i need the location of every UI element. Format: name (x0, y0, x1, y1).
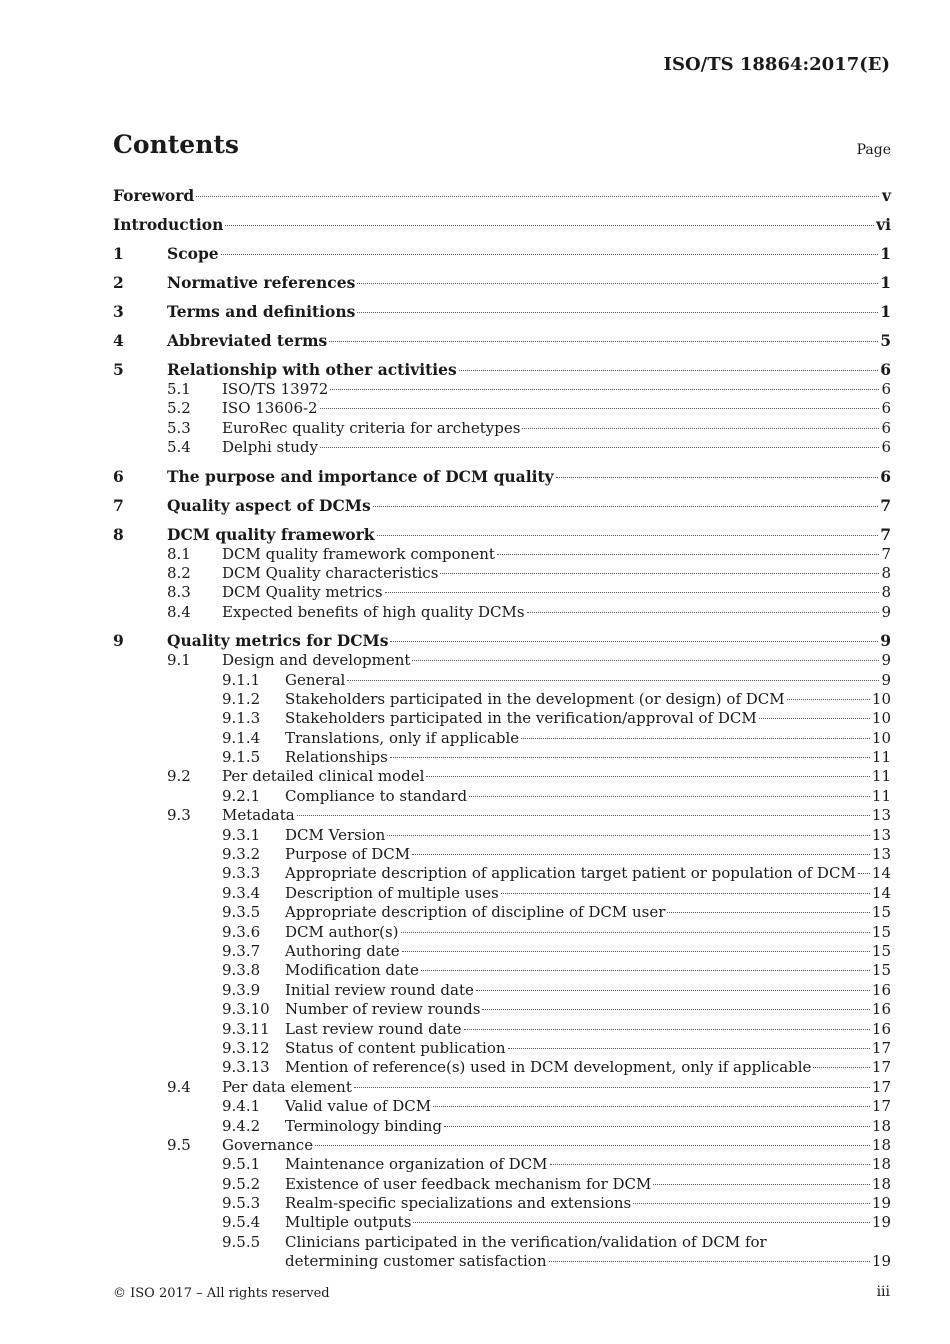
toc-entry[interactable] (113, 845, 891, 864)
toc-entry[interactable] (113, 186, 891, 206)
toc-leader-dots (413, 1222, 870, 1223)
toc-leader-dots (653, 1184, 870, 1185)
toc-leader-dots (412, 660, 879, 661)
toc-entry-title: Maintenance organization of DCM (285, 1155, 548, 1174)
document-id: ISO/TS 18864:2017(E) (663, 54, 890, 75)
toc-entry-title: Appropriate description of application target patient or population of DCM (285, 864, 856, 883)
toc-entry-number: 9.1.3 (222, 709, 261, 728)
toc-entry-page: 14 (871, 864, 891, 883)
toc-entry-number: 9.3.11 (222, 1019, 270, 1038)
toc-entry[interactable] (113, 1175, 891, 1194)
toc-leader-dots (347, 680, 879, 681)
toc-leader-dots (433, 1106, 870, 1107)
toc-entry-title: Modification date (285, 961, 419, 980)
toc-entry[interactable] (113, 884, 891, 903)
toc-entry-title: Valid value of DCM (285, 1097, 432, 1116)
toc-leader-dots (373, 506, 879, 507)
toc-entry-number: 3 (113, 302, 124, 321)
toc-title-row (113, 130, 891, 164)
toc-entry-title: Authoring date (285, 941, 400, 960)
toc-entry-number: 5.1 (167, 380, 191, 398)
toc-entry[interactable] (113, 1117, 891, 1136)
toc-entry[interactable] (113, 671, 891, 690)
toc-entry-page: 8 (881, 583, 891, 602)
toc-entry-number: 9.3.7 (222, 941, 261, 960)
toc-entry[interactable] (113, 981, 891, 1000)
toc-entry[interactable] (113, 419, 891, 438)
toc-entry-page: v (881, 186, 891, 205)
toc-leader-dots (497, 554, 879, 555)
toc-entry-number: 9.4 (167, 1077, 191, 1096)
toc-entry[interactable] (113, 942, 891, 961)
toc-entry-number: 9.2.1 (222, 786, 261, 805)
toc-entry[interactable] (113, 467, 891, 487)
toc-entry-page: 11 (871, 767, 891, 786)
toc-leader-dots (633, 1203, 870, 1204)
toc-entry-page: 11 (871, 786, 891, 805)
toc-entry-title: Clinicians participated in the verification/validation of DCM for (285, 1232, 767, 1251)
toc-leader-dots (390, 757, 870, 758)
toc-leader-dots (521, 738, 870, 739)
toc-leader-dots (401, 932, 870, 933)
toc-entry-page: 18 (871, 1174, 891, 1193)
toc-entry[interactable] (113, 360, 891, 380)
toc-leader-dots (354, 1087, 870, 1088)
toc-entry-title: General (285, 670, 346, 689)
toc-entry-number: 9.1.4 (222, 728, 261, 747)
toc-entry-page: 14 (871, 883, 891, 902)
toc-entry-page: 15 (871, 941, 891, 960)
toc-entry-number: 9.3.6 (222, 922, 261, 941)
toc-leader-dots (297, 815, 870, 816)
toc-entry[interactable] (113, 1194, 891, 1213)
toc-entry[interactable] (113, 787, 891, 806)
toc-leader-dots (858, 873, 870, 874)
toc-leader-dots (426, 776, 869, 777)
toc-entry[interactable] (113, 729, 891, 748)
toc-entry-title: Mention of reference(s) used in DCM development, only if applicable (285, 1058, 812, 1077)
toc-entry[interactable] (113, 806, 891, 825)
toc-entry-number: 9.5 (167, 1135, 191, 1154)
toc-entry-page: 1 (880, 302, 891, 321)
toc-leader-dots (476, 990, 870, 991)
toc-entry-title: Translations, only if applicable (285, 728, 520, 747)
toc-leader-dots (412, 854, 870, 855)
toc-leader-dots (402, 951, 870, 952)
toc-entry-page: 17 (871, 1058, 891, 1077)
toc-leader-dots (787, 699, 870, 700)
toc-leader-dots (421, 970, 870, 971)
toc-entry-title: Quality aspect of DCMs (167, 495, 371, 515)
toc-entry-number: 9.3.9 (222, 980, 261, 999)
toc-entry-title: Number of review rounds (285, 1000, 481, 1019)
toc-entry-page: 6 (880, 466, 891, 486)
toc-entry-title: Quality metrics for DCMs (167, 631, 389, 651)
toc-entry-title: Status of content publication (285, 1038, 506, 1057)
toc-entry-title: Realm-specific specializations and extensions (285, 1194, 632, 1213)
toc-entry-number: 9.3 (167, 806, 191, 825)
toc-entry-title: DCM author(s) (285, 922, 399, 941)
toc-entry-title: DCM Quality characteristics (222, 563, 439, 582)
page-number: iii (876, 1284, 890, 1300)
toc-entry-number: 8 (113, 524, 124, 544)
toc-entry-page: 6 (881, 380, 891, 398)
toc-entry-title: Normative references (167, 273, 356, 292)
toc-entry-page: 16 (871, 1019, 891, 1038)
toc-entry-page: 6 (881, 418, 891, 437)
toc-entry-number: 9.1.1 (222, 670, 261, 689)
toc-entry-page: 16 (871, 1000, 891, 1019)
toc-leader-dots (522, 428, 879, 429)
toc-entry[interactable] (113, 496, 891, 516)
toc-entry-page: 10 (871, 689, 891, 708)
toc-entry[interactable] (113, 525, 891, 545)
toc-entry-number: 9 (113, 631, 124, 651)
toc-entry[interactable] (113, 1155, 891, 1174)
toc-entry-title: ISO 13606-2 (222, 399, 318, 418)
toc-entry-page: 15 (871, 903, 891, 922)
toc-entry-number: 4 (113, 331, 124, 350)
toc-entry[interactable] (113, 1020, 891, 1039)
toc-entry[interactable] (113, 273, 891, 293)
toc-leader-dots (357, 283, 878, 284)
toc-entry-title: Terms and definitions (167, 302, 356, 321)
toc-leader-dots (315, 1145, 870, 1146)
toc-leader-dots (440, 573, 879, 574)
toc-entry-number: 9.1 (167, 651, 191, 670)
toc-entry-page: 13 (871, 825, 891, 844)
toc-leader-dots (667, 912, 870, 913)
toc-leader-dots (550, 1164, 870, 1165)
toc-entry-page: 13 (871, 806, 891, 825)
toc-leader-dots (377, 535, 879, 536)
toc-entry-page: 15 (871, 961, 891, 980)
toc-leader-dots (508, 1048, 870, 1049)
toc-entry-number: 9.5.1 (222, 1155, 261, 1174)
toc-entry[interactable] (113, 1039, 891, 1058)
toc-entry[interactable] (113, 961, 891, 980)
toc-entry-number: 2 (113, 273, 124, 292)
toc-entry-number: 9.3.12 (222, 1038, 270, 1057)
toc-entry-page: 7 (880, 524, 891, 544)
toc-entry[interactable] (113, 244, 891, 264)
toc-entry-title: DCM quality framework (167, 524, 375, 544)
toc-leader-dots (320, 408, 879, 409)
table-of-contents (113, 186, 891, 1272)
toc-entry[interactable] (113, 709, 891, 728)
toc-entry-number: 9.5.4 (222, 1213, 261, 1232)
page-column-label: Page (856, 142, 891, 158)
toc-leader-dots (464, 1029, 870, 1030)
toc-leader-dots (387, 835, 870, 836)
toc-entry-title: Per data element (222, 1077, 352, 1096)
toc-entry[interactable] (113, 564, 891, 583)
toc-entry-page: 19 (871, 1194, 891, 1213)
toc-entry[interactable] (113, 1252, 891, 1271)
toc-entry-page: 7 (880, 495, 891, 515)
toc-entry-page: 9 (881, 602, 891, 621)
toc-entry-number: 9.3.10 (222, 1000, 270, 1019)
toc-entry-title: Last review round date (285, 1019, 462, 1038)
toc-entry-title: EuroRec quality criteria for archetypes (222, 418, 521, 437)
toc-entry-title: Abbreviated terms (167, 331, 328, 350)
toc-entry[interactable] (113, 399, 891, 418)
toc-entry-number: 9.3.13 (222, 1058, 270, 1077)
toc-entry-page: 19 (871, 1252, 891, 1271)
toc-entry-title: DCM Quality metrics (222, 583, 383, 602)
toc-entry[interactable] (113, 1136, 891, 1155)
toc-entry-number: 9.5.2 (222, 1174, 261, 1193)
toc-leader-dots (329, 341, 878, 342)
toc-entry-page: 17 (871, 1097, 891, 1116)
toc-entry-page: 6 (881, 399, 891, 418)
toc-entry-page: 11 (871, 748, 891, 767)
toc-title: Contents (113, 130, 240, 159)
toc-leader-dots (527, 612, 879, 613)
toc-entry-title: ISO/TS 13972 (222, 380, 329, 398)
toc-entry-page: 1 (880, 244, 891, 263)
toc-entry[interactable] (113, 631, 891, 651)
toc-entry[interactable] (113, 1233, 891, 1252)
toc-entry-title: Per detailed clinical model (222, 767, 425, 786)
toc-entry[interactable] (113, 545, 891, 564)
toc-entry-number: 5 (113, 360, 124, 379)
toc-entry-page: 18 (871, 1135, 891, 1154)
toc-entry-page: 17 (871, 1077, 891, 1096)
toc-entry-page: 16 (871, 980, 891, 999)
toc-entry-number: 1 (113, 244, 124, 263)
toc-entry[interactable] (113, 583, 891, 602)
toc-leader-dots (549, 1261, 870, 1262)
toc-entry-number: 6 (113, 466, 124, 486)
toc-entry-number: 9.1.2 (222, 689, 261, 708)
toc-entry-title: DCM quality framework component (222, 544, 495, 563)
toc-leader-dots (459, 370, 878, 371)
toc-entry-page: 9 (881, 651, 891, 670)
toc-entry-title: Expected benefits of high quality DCMs (222, 602, 525, 621)
toc-entry-number: 9.5.5 (222, 1232, 261, 1251)
toc-entry[interactable] (113, 1213, 891, 1232)
toc-entry[interactable] (113, 302, 891, 322)
toc-entry-title: The purpose and importance of DCM quality (167, 466, 554, 486)
toc-entry-page: 10 (871, 709, 891, 728)
toc-entry-number: 5.3 (167, 418, 191, 437)
toc-entry-number: 8.3 (167, 583, 191, 602)
toc-entry-title: Terminology binding (285, 1116, 442, 1135)
toc-entry-title: Metadata (222, 806, 295, 825)
toc-leader-dots (556, 477, 879, 478)
toc-leader-dots (759, 718, 870, 719)
toc-leader-dots (330, 389, 879, 390)
toc-leader-dots (221, 254, 879, 255)
toc-entry-title: Compliance to standard (285, 786, 468, 805)
toc-entry-title: Introduction (113, 215, 224, 234)
toc-leader-dots (469, 796, 870, 797)
toc-entry[interactable] (113, 651, 891, 670)
toc-leader-dots (501, 893, 870, 894)
toc-entry-page: 10 (871, 728, 891, 747)
toc-entry-page: 15 (871, 922, 891, 941)
toc-entry-page: 6 (880, 360, 891, 379)
toc-entry-number: 5.4 (167, 438, 191, 457)
toc-entry-title: Multiple outputs (285, 1213, 412, 1232)
toc-entry-title: Relationship with other activities (167, 360, 457, 379)
toc-entry-page: vi (876, 215, 891, 234)
toc-entry-title: Delphi study (222, 438, 318, 457)
toc-entry-page: 8 (881, 563, 891, 582)
toc-leader-dots (196, 196, 879, 197)
toc-leader-dots (390, 641, 878, 642)
toc-entry-page: 18 (871, 1155, 891, 1174)
toc-entry[interactable] (113, 1078, 891, 1097)
toc-leader-dots (357, 312, 878, 313)
toc-entry-number: 9.3.8 (222, 961, 261, 980)
toc-entry-number: 5.2 (167, 399, 191, 418)
toc-entry-title: Description of multiple uses (285, 883, 499, 902)
toc-leader-dots (385, 592, 879, 593)
toc-entry-number: 9.3.3 (222, 864, 261, 883)
toc-entry-page: 17 (871, 1038, 891, 1057)
toc-entry-number: 9.2 (167, 767, 191, 786)
toc-entry[interactable] (113, 767, 891, 786)
toc-entry[interactable] (113, 380, 891, 399)
toc-entry-title: Design and development (222, 651, 411, 670)
toc-entry-title: Existence of user feedback mechanism for DCM (285, 1174, 652, 1193)
toc-entry-number: 8.1 (167, 544, 191, 563)
toc-entry-page: 1 (880, 273, 891, 292)
toc-entry-title: determining customer satisfaction (285, 1252, 547, 1271)
toc-entry-number: 9.3.2 (222, 845, 261, 864)
toc-entry-title: Stakeholders participated in the verification/approval of DCM (285, 709, 757, 728)
toc-entry[interactable] (113, 923, 891, 942)
toc-entry[interactable] (113, 903, 891, 922)
toc-entry[interactable] (113, 748, 891, 767)
toc-entry[interactable] (113, 438, 891, 457)
toc-entry-title: Foreword (113, 186, 195, 205)
toc-leader-dots (225, 225, 874, 226)
toc-entry[interactable] (113, 331, 891, 351)
toc-entry-title: Initial review round date (285, 980, 474, 999)
toc-entry-title: Stakeholders participated in the development (or design) of DCM (285, 689, 785, 708)
toc-entry-number: 9.4.2 (222, 1116, 261, 1135)
toc-entry[interactable] (113, 864, 891, 883)
toc-entry-number: 8.4 (167, 602, 191, 621)
toc-entry-title: Purpose of DCM (285, 845, 411, 864)
toc-entry-number: 7 (113, 495, 124, 515)
toc-entry-title: Governance (222, 1135, 314, 1154)
toc-entry[interactable] (113, 215, 891, 235)
toc-entry-page: 9 (880, 631, 891, 651)
toc-entry-page: 19 (871, 1213, 891, 1232)
toc-leader-dots (813, 1067, 869, 1068)
toc-entry-title: DCM Version (285, 825, 386, 844)
toc-entry-title: Relationships (285, 748, 388, 767)
toc-entry[interactable] (113, 826, 891, 845)
toc-entry-number: 9.5.3 (222, 1194, 261, 1213)
toc-entry[interactable] (113, 690, 891, 709)
copyright-notice: © ISO 2017 – All rights reserved (113, 1286, 330, 1301)
toc-entry-number: 9.3.1 (222, 825, 261, 844)
toc-entry-number: 9.4.1 (222, 1097, 261, 1116)
toc-leader-dots (482, 1009, 870, 1010)
toc-entry[interactable] (113, 603, 891, 622)
toc-entry-page: 13 (871, 845, 891, 864)
toc-entry-page: 18 (871, 1116, 891, 1135)
toc-entry-page: 5 (880, 331, 891, 350)
toc-leader-dots (320, 447, 879, 448)
toc-entry-page: 9 (881, 670, 891, 689)
toc-entry-title: Scope (167, 244, 219, 263)
toc-entry[interactable] (113, 1097, 891, 1116)
toc-entry[interactable] (113, 1058, 891, 1077)
toc-entry-number: 9.3.5 (222, 903, 261, 922)
toc-leader-dots (444, 1126, 870, 1127)
toc-entry-page: 6 (881, 438, 891, 457)
toc-entry-title: Appropriate description of discipline of DCM user (285, 903, 666, 922)
toc-entry-number: 9.3.4 (222, 883, 261, 902)
toc-entry-page: 7 (881, 544, 891, 563)
toc-entry[interactable] (113, 1000, 891, 1019)
toc-entry-number: 9.1.5 (222, 748, 261, 767)
toc-entry-number: 8.2 (167, 563, 191, 582)
